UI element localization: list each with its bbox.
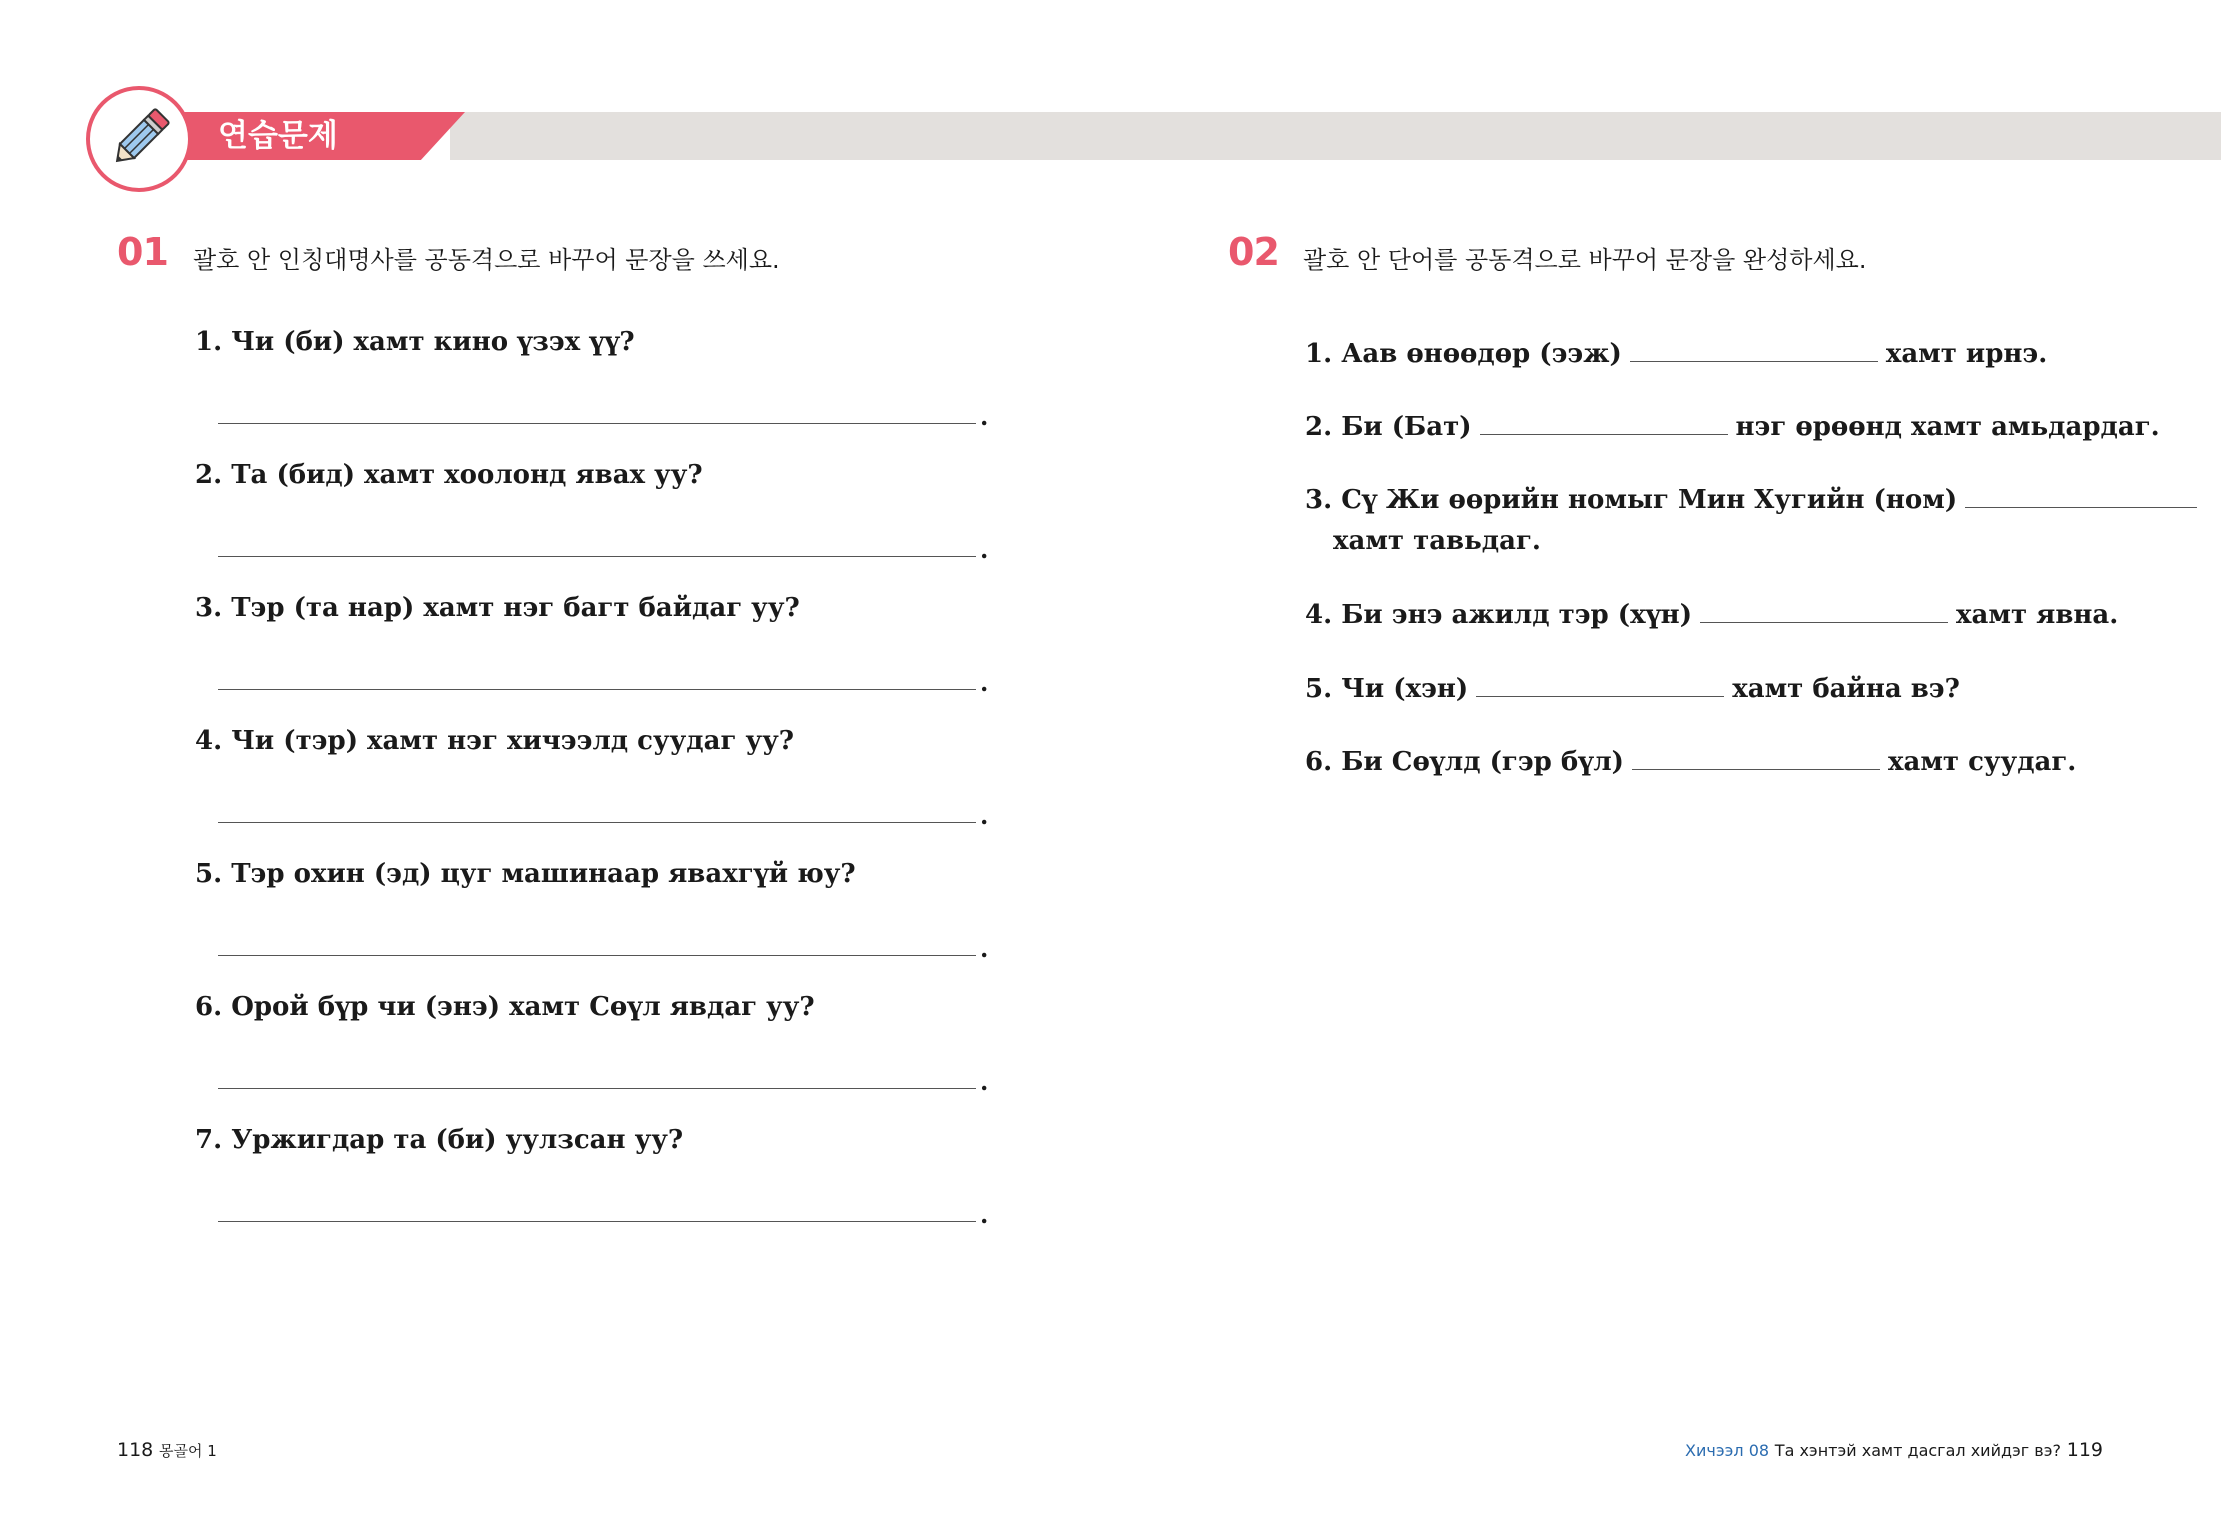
exercise-item bbox=[1305, 745, 2076, 777]
line-end-dot: . bbox=[980, 535, 989, 564]
footer-left bbox=[117, 1439, 217, 1461]
item-text: нэг өрөөнд хамт амьдардаг. bbox=[1735, 412, 2160, 442]
exercise-item bbox=[1305, 410, 2160, 442]
item-text: 4. Би энэ ажилд тэр (хүн) bbox=[1305, 600, 1693, 630]
exercise-item-continuation: хамт тавьдаг. bbox=[1333, 526, 1541, 556]
item-text: хамт ирнэ. bbox=[1885, 339, 2048, 369]
line-end-dot: . bbox=[980, 801, 989, 830]
exercise-item: 5. Тэр охин (эд) цуг машинаар явахгүй юу? bbox=[195, 859, 856, 889]
answer-blank[interactable] bbox=[1480, 410, 1728, 435]
page-number: 119 bbox=[2066, 1439, 2103, 1461]
exercise-item bbox=[1305, 483, 2205, 515]
exercise-number: 01 bbox=[117, 230, 168, 274]
line-end-dot: . bbox=[980, 1200, 989, 1229]
exercise-number: 02 bbox=[1228, 230, 1279, 274]
exercise-instruction: 괄호 안 단어를 공동격으로 바꾸어 문장을 완성하세요. bbox=[1303, 246, 1867, 274]
item-text: 6. Би Сөүлд (гэр бүл) bbox=[1305, 747, 1624, 777]
answer-line[interactable] bbox=[218, 556, 976, 557]
item-text: хамт явна. bbox=[1956, 600, 2119, 630]
answer-line[interactable] bbox=[218, 689, 976, 690]
item-text: хамт суудаг. bbox=[1887, 747, 2077, 777]
answer-line[interactable] bbox=[218, 423, 976, 424]
pencil-badge bbox=[86, 86, 192, 192]
exercise-item: 1. Чи (би) хамт кино үзэх үү? bbox=[195, 327, 635, 357]
item-text: 5. Чи (хэн) bbox=[1305, 674, 1469, 704]
answer-line[interactable] bbox=[218, 822, 976, 823]
answer-blank[interactable] bbox=[1632, 745, 1880, 770]
answer-blank[interactable] bbox=[1700, 598, 1948, 623]
line-end-dot: . bbox=[980, 668, 989, 697]
book-title: 몽골어 1 bbox=[159, 1442, 217, 1460]
lesson-title: Та хэнтэй хамт дасгал хийдэг вэ? bbox=[1774, 1441, 2061, 1460]
answer-blank[interactable] bbox=[1476, 672, 1724, 697]
exercise-item: 4. Чи (тэр) хамт нэг хичээлд суудаг уу? bbox=[195, 726, 794, 756]
exercise-item: 2. Та (бид) хамт хоолонд явах уу? bbox=[195, 460, 703, 490]
exercise-item bbox=[1305, 337, 2047, 369]
section-title: 연습문제 bbox=[218, 118, 338, 154]
item-text: хамт байна вэ? bbox=[1732, 674, 1960, 704]
item-text: 2. Би (Бат) bbox=[1305, 412, 1472, 442]
page-number: 118 bbox=[117, 1439, 154, 1461]
answer-blank[interactable] bbox=[1965, 483, 2197, 508]
exercise-item bbox=[1305, 598, 2118, 630]
answer-line[interactable] bbox=[218, 1221, 976, 1222]
line-end-dot: . bbox=[980, 1067, 989, 1096]
exercise-item: 7. Уржигдар та (би) уулзсан уу? bbox=[195, 1125, 684, 1155]
answer-blank[interactable] bbox=[1630, 337, 1878, 362]
answer-line[interactable] bbox=[218, 1088, 976, 1089]
exercise-item bbox=[1305, 672, 1960, 704]
item-text: 1. Аав өнөөдөр (ээж) bbox=[1305, 339, 1622, 369]
exercise-instruction: 괄호 안 인칭대명사를 공동격으로 바꾸어 문장을 쓰세요. bbox=[193, 246, 780, 274]
answer-line[interactable] bbox=[218, 955, 976, 956]
pencil-icon bbox=[104, 104, 174, 174]
header-bar bbox=[450, 112, 2221, 160]
line-end-dot: . bbox=[980, 402, 989, 431]
line-end-dot: . bbox=[980, 934, 989, 963]
exercise-item: 6. Орой бүр чи (энэ) хамт Сөүл явдаг уу? bbox=[195, 992, 815, 1022]
footer-right bbox=[1685, 1439, 2103, 1461]
exercise-item: 3. Тэр (та нар) хамт нэг багт байдаг уу? bbox=[195, 593, 800, 623]
lesson-label: Хичээл 08 bbox=[1685, 1441, 1770, 1460]
item-text: 3. Сү Жи өөрийн номыг Мин Хугийн (ном) bbox=[1305, 485, 1958, 515]
